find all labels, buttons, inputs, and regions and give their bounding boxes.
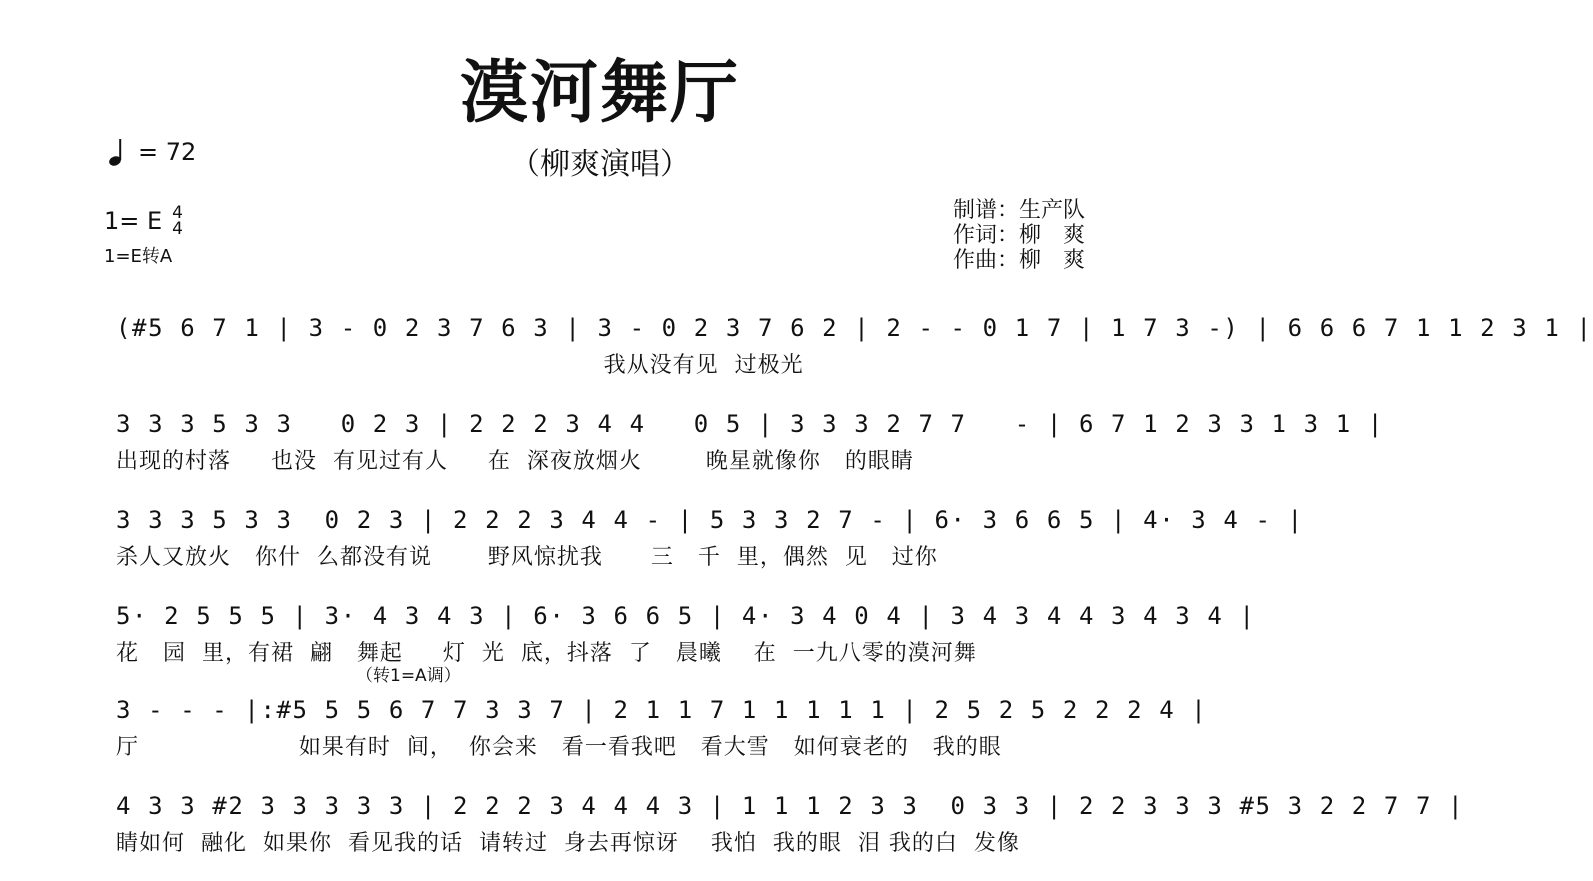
- notation-line: 3 3 3 5 3 3 0 2 3 | 2 2 2 3 4 4 - | 5 3 3 2 7 - | 6· 3 6 6 5 | 4· 3 4 - |: [116, 506, 1304, 534]
- song-title: 漠河舞厅: [459, 54, 740, 133]
- time-signature-bottom: 4: [172, 219, 183, 239]
- credit-row-lyricist: [953, 223, 1085, 248]
- score-system-1: [0, 308, 1593, 403]
- score-system-6: [0, 786, 1465, 881]
- key-change-annotation: （转1=A调）: [356, 666, 461, 686]
- score-system-5: [0, 690, 1208, 785]
- score-system-4: [0, 596, 1256, 691]
- credit-value: 柳 爽: [1019, 248, 1086, 273]
- tempo-value: = 72: [138, 138, 197, 166]
- credit-value: 柳 爽: [1019, 223, 1086, 248]
- lyrics-line: 厅 如果有时 间， 你会来 看一看我吧 看大雪 如何衰老的 我的眼: [116, 735, 1002, 760]
- key-label: 1= E: [104, 207, 163, 235]
- key-signature: [104, 205, 183, 237]
- notation-line: (#5 6 7 1 | 3 - 0 2 3 7 6 3 | 3 - 0 2 3 7 6 2 | 2 - - 0 1 7 | 1 7 3 -) | 6 6 6 7 1 1 2 3 1 |: [116, 314, 1593, 342]
- time-signature-top: 4: [172, 203, 183, 223]
- modulation-label: 1=E转A: [104, 246, 173, 267]
- lyrics-line: 出现的村落 也没 有见过有人 在 深夜放烟火 晚星就像你 的眼睛: [116, 449, 914, 474]
- quarter-note-icon: [108, 137, 126, 167]
- song-subtitle: （柳爽演唱）: [510, 147, 690, 182]
- lyrics-line: 我从没有见 过极光: [116, 353, 804, 378]
- lyrics-line: 睛如何 融化 如果你 看见我的话 请转过 身去再惊讶 我怕 我的眼 泪 我的白 发像: [116, 831, 1020, 856]
- credit-row-arranger: [953, 198, 1085, 223]
- credit-row-composer: [953, 248, 1085, 273]
- time-signature: [172, 205, 183, 237]
- score-system-2: [0, 404, 1384, 499]
- notation-line: 3 3 3 5 3 3 0 2 3 | 2 2 2 3 4 4 0 5 | 3 3 3 2 7 7 - | 6 7 1 2 3 3 1 3 1 |: [116, 410, 1384, 438]
- credit-label: 作词：: [953, 223, 1020, 248]
- tempo-marking: [108, 137, 196, 167]
- lyrics-line: 花 园 里，有裙 翩 舞起 灯 光 底，抖落 了 晨曦 在 一九八零的漠河舞: [116, 641, 977, 666]
- notation-line: 5· 2 5 5 5 | 3· 4 3 4 3 | 6· 3 6 6 5 | 4· 3 4 0 4 | 3 4 3 4 4 3 4 3 4 |: [116, 602, 1256, 630]
- lyrics-line: 杀人又放火 你什 么都没有说 野风惊扰我 三 千 里，偶然 见 过你: [116, 545, 938, 570]
- score-system-3: [0, 500, 1304, 595]
- credit-label: 制谱：: [953, 198, 1020, 223]
- notation-line: 4 3 3 #2 3 3 3 3 3 | 2 2 2 3 4 4 4 3 | 1 1 1 2 3 3 0 3 3 | 2 2 3 3 3 #5 3 2 2 7 7 |: [116, 792, 1465, 820]
- credits: [953, 198, 1085, 273]
- notation-line: 3 - - - |:#5 5 5 6 7 7 3 3 7 | 2 1 1 7 1 1 1 1 1 | 2 5 2 5 2 2 2 4 |: [116, 696, 1208, 724]
- credit-value: 生产队: [1019, 198, 1086, 223]
- credit-label: 作曲：: [953, 248, 1020, 273]
